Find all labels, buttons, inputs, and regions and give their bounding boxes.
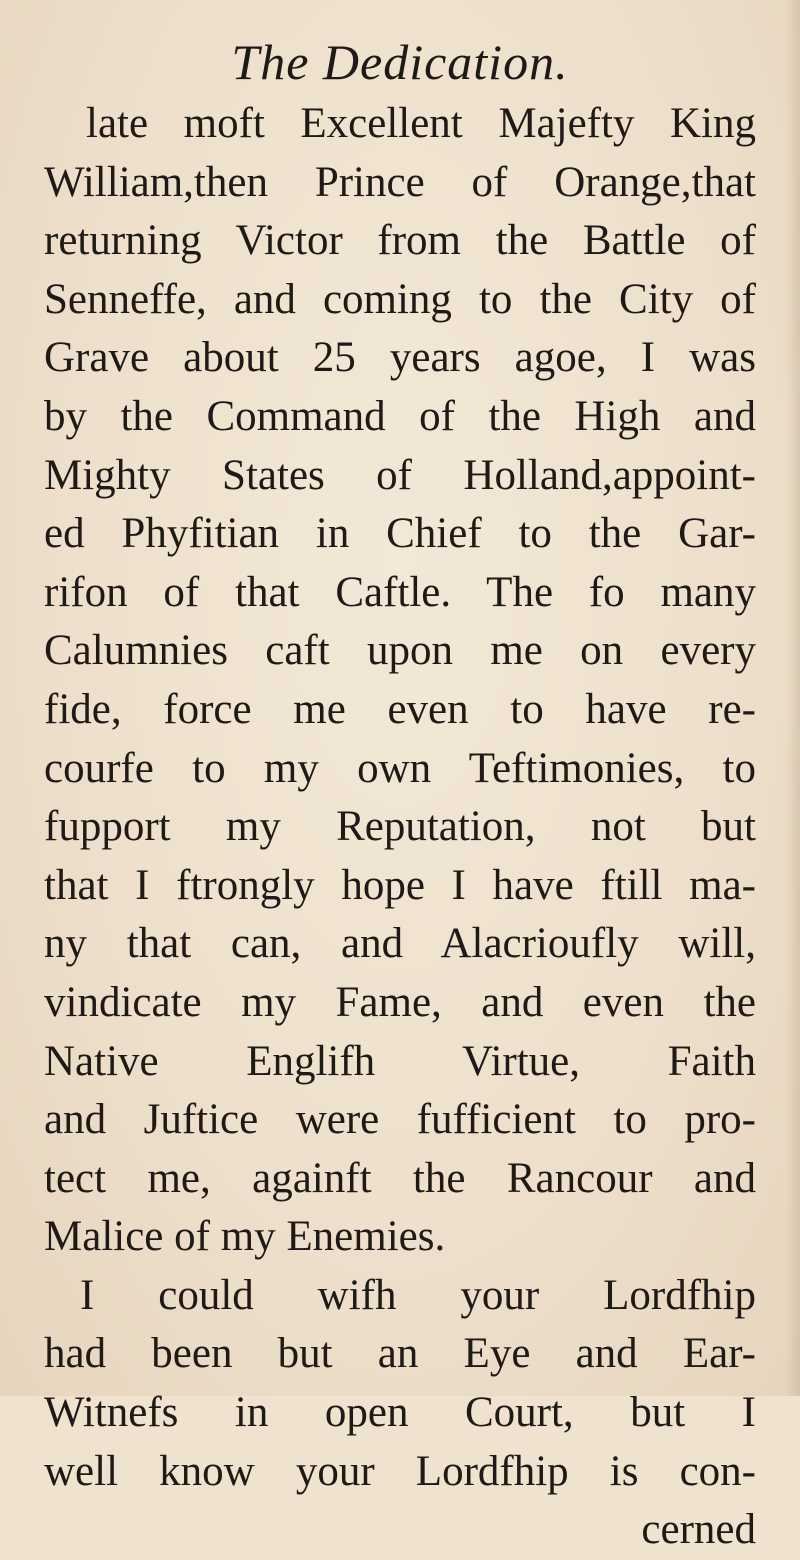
text-line: late moft Excellent Majefty King [86,100,756,147]
text-line: Mighty States of Holland,appoint- [44,451,756,499]
text-line: vindicate my Fame, and even the [44,978,756,1026]
text-line: well know your Lordfhip is con- [44,1447,756,1495]
text-line: I could wifh your Lordfhip [80,1271,756,1319]
text-line: Witnefs in open Court, but I [44,1389,756,1437]
text-line: ny that can, and Alacrioufly will, [44,920,756,968]
page-header: The Dedication. [231,34,569,90]
text-line: courfe to my own Teftimonies, to [44,744,756,792]
text-line: Calumnies caft upon me on every [44,627,756,675]
text-line: that I ftrongly hope I have ftill ma- [44,861,756,909]
page-edge-shadow [786,0,800,1396]
text-line: Senneffe, and coming to the City of [44,275,756,323]
text-line: had been but an Eye and Ear- [44,1330,756,1378]
text-line: Native Englifh Virtue, Faith [44,1037,756,1085]
text-line: returning Victor from the Battle of [44,217,756,265]
text-line: rifon of that Caftle. The fo many [44,568,756,616]
dedication-text [44,95,756,1560]
text-line: William,then Prince of Orange,that [44,158,756,206]
catchword: cerned [641,1506,756,1554]
text-line: Malice of my Enemies. [44,1213,446,1261]
text-line: by the Command of the High and [44,392,756,440]
text-line: and Juftice were fufficient to pro- [44,1096,756,1144]
text-line: fupport my Reputation, not but [44,803,756,851]
text-line: ed Phyfitian in Chief to the Gar- [44,510,756,558]
text-line: Grave about 25 years agoe, I was [44,334,756,382]
text-line: fide, force me even to have re- [44,685,756,733]
text-line: tect me, againft the Rancour and [44,1154,756,1202]
